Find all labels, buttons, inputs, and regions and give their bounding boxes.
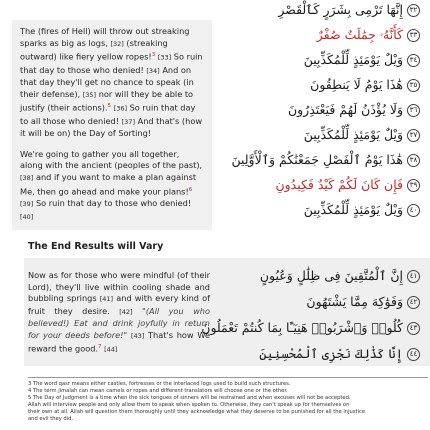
verse-number: ٣٣ [407,29,420,42]
arabic-text: وَلَا يُؤْذَنُ لَهُمْ فَيَعْتَذِرُونَ [287,102,403,117]
verse-text: That's how We reward the good. [28,329,211,354]
arabic-text: هَٰذَا يَوْمُ لَا يَنطِقُونَ [310,77,403,92]
verse-text: nor will they be able to justify (their actions). [20,88,194,114]
translation-paragraph-1 [20,26,204,140]
verse-number: [32] [110,39,124,48]
verse-text: So ruin that day to all those who denied! [20,103,196,126]
verse-text: Now as for those who were mindful (of their Lord), they'll live within cooling shade and bubbling springs [28,270,210,303]
verse-number: ٤٠ [407,204,420,217]
verse-number: ٣٢ [407,4,420,17]
footnote-line: and evil they did. [28,415,74,422]
verse-number: [40] [20,212,34,221]
verse-number: [44] [104,345,118,354]
footnote-line: 5 The Day of Judgment is a time when the sick tongues of sinners will be restrained and when excuses will not be accepted. [28,394,351,401]
verse-number: [34] [146,66,160,75]
verse-number: ٣٩ [407,179,420,192]
verse-text: So ruin that day to those who denied! [35,197,192,208]
verse-number: ٤١ [407,270,420,283]
footnote-ref[interactable]: 7 [98,344,102,350]
footnote-divider [28,377,428,378]
translation-block-bottom [28,270,210,356]
arabic-verse-42 [306,294,420,309]
verse-number: [38] [20,174,34,182]
verse-number: ٣٤ [407,54,420,67]
verse-number: ٤٤ [407,348,420,361]
arabic-verse-34 [304,52,420,67]
arabic-text: وَيْلٌ يَوْمَئِذٍ لِّلْمُكَذِّبِينَ [303,202,403,217]
arabic-verse-44 [259,346,420,361]
verse-text: The (fires of Hell) will throw out streaking sparks as big as logs, [20,26,190,48]
verse-number: [39] [20,199,34,208]
verse-number: ٣٦ [407,104,420,117]
verse-number: [37] [121,117,135,126]
arabic-verse-38 [231,152,420,167]
arabic-text: وَيْلٌ يَوْمَئِذٍ لِّلْمُكَذِّبِينَ [303,127,403,142]
arabic-text: هَٰذَا يَوْمُ ٱلْفَصْلِ جَمَعْنَٰكُمْ وَٱلْأَوَّلِينَ [231,152,403,167]
arabic-verse-40 [304,202,420,217]
footnotes [28,381,428,422]
verse-text: and if you want to make a plan against Me, then go ahead and make your plans! [20,172,197,197]
verse-text-italic: "(All you who believed!) Eat and drink joyfully in return for your deeds before!" [28,305,210,340]
footnote-ref[interactable]: 5 [107,103,112,110]
arabic-text: إِنَّ ٱلْمُتَّقِينَ فِى ظِلَٰلٍ وَعُيُونٍ [259,268,403,283]
footnote-ref[interactable]: 6 [188,186,193,193]
arabic-verse-37 [304,127,420,142]
verse-number: ٣٨ [407,154,420,167]
verse-number: [33] [157,53,172,62]
arabic-text: كَأَنَّهُۥ جِمَٰلَتٌ صُفْرٌ [316,27,403,42]
verse-text: So ruin that day to those who denied! [20,51,203,75]
verse-number: [41] [99,295,114,303]
footnote-ref[interactable]: 3 [151,52,156,59]
verse-number: ٣٧ [407,129,420,142]
arabic-text: فَإِن كَانَ لَكُمْ كَيْدٌ فَكِيدُونِ [275,177,403,192]
verse-number: [36] [113,105,127,114]
arabic-text: إِنَّهَا تَرْمِى بِشَرَرٍ كَٱلْقَصْرِ [278,2,403,17]
footnote-line: Allah will interview people and only allow them to speak when spoken to. Otherwise, they can't speak up for themselves on [28,401,350,408]
arabic-verse-32 [278,2,420,17]
verse-text: And that's (how it will be on) the Day of Sorting! [20,115,203,139]
arabic-text: إِنَّا كَذَٰلِكَ نَجْزِى ٱلْمُحْسِنِينَ [259,346,403,361]
arabic-text: وَيْلٌ يَوْمَئِذٍ لِّلْمُكَذِّبِينَ [303,52,403,67]
arabic-verse-43 [201,320,420,335]
verse-text: And on that day they'll get no chance to speak (in their defense), [20,64,194,99]
verse-text: We're going to gather you all together, along with the ancient (peoples of the past), [20,148,203,171]
verse-number: ٣٥ [407,79,420,92]
arabic-verse-33 [317,27,420,43]
arabic-text: وَفَوَٰكِهَ مِمَّا يَشْتَهُونَ [306,294,403,309]
arabic-verse-39 [275,177,420,192]
verse-number: [35] [82,90,97,99]
section-heading: The End Results will Vary [28,241,164,252]
footnote-line: 4 The term jimalah can mean camels or ropes and different translators will choose one or the other. [28,387,288,394]
arabic-verse-35 [310,77,420,92]
footnote-line: their own at all. Allah will question them thoroughly until they acknowledge what they deserve to be punished for all the injustice [28,408,366,415]
verse-number: ٤٣ [407,322,420,335]
verse-text: (streaking outward) like fiery yellow ropes! [20,37,168,62]
verse-number: ٤٢ [407,296,420,309]
footnote-line: 3 The word qasr means either castles, fortresses or the interlaced logs used to build such structures. [28,381,291,387]
arabic-verse-36 [288,102,420,117]
verse-number: [43] [130,331,145,340]
translation-paragraph-2 [20,149,204,223]
verse-text: and with every kind of fruit they desire. [28,293,210,316]
translation-block-top [12,20,212,230]
verse-number: [42] [119,307,133,316]
arabic-verse-41 [260,268,420,283]
arabic-text: كُلُوا۟ وَٱشْرَبُوا۟ هَنِيٓـًٔا بِمَا كُنتُمْ تَعْمَلُونَ [201,320,403,335]
